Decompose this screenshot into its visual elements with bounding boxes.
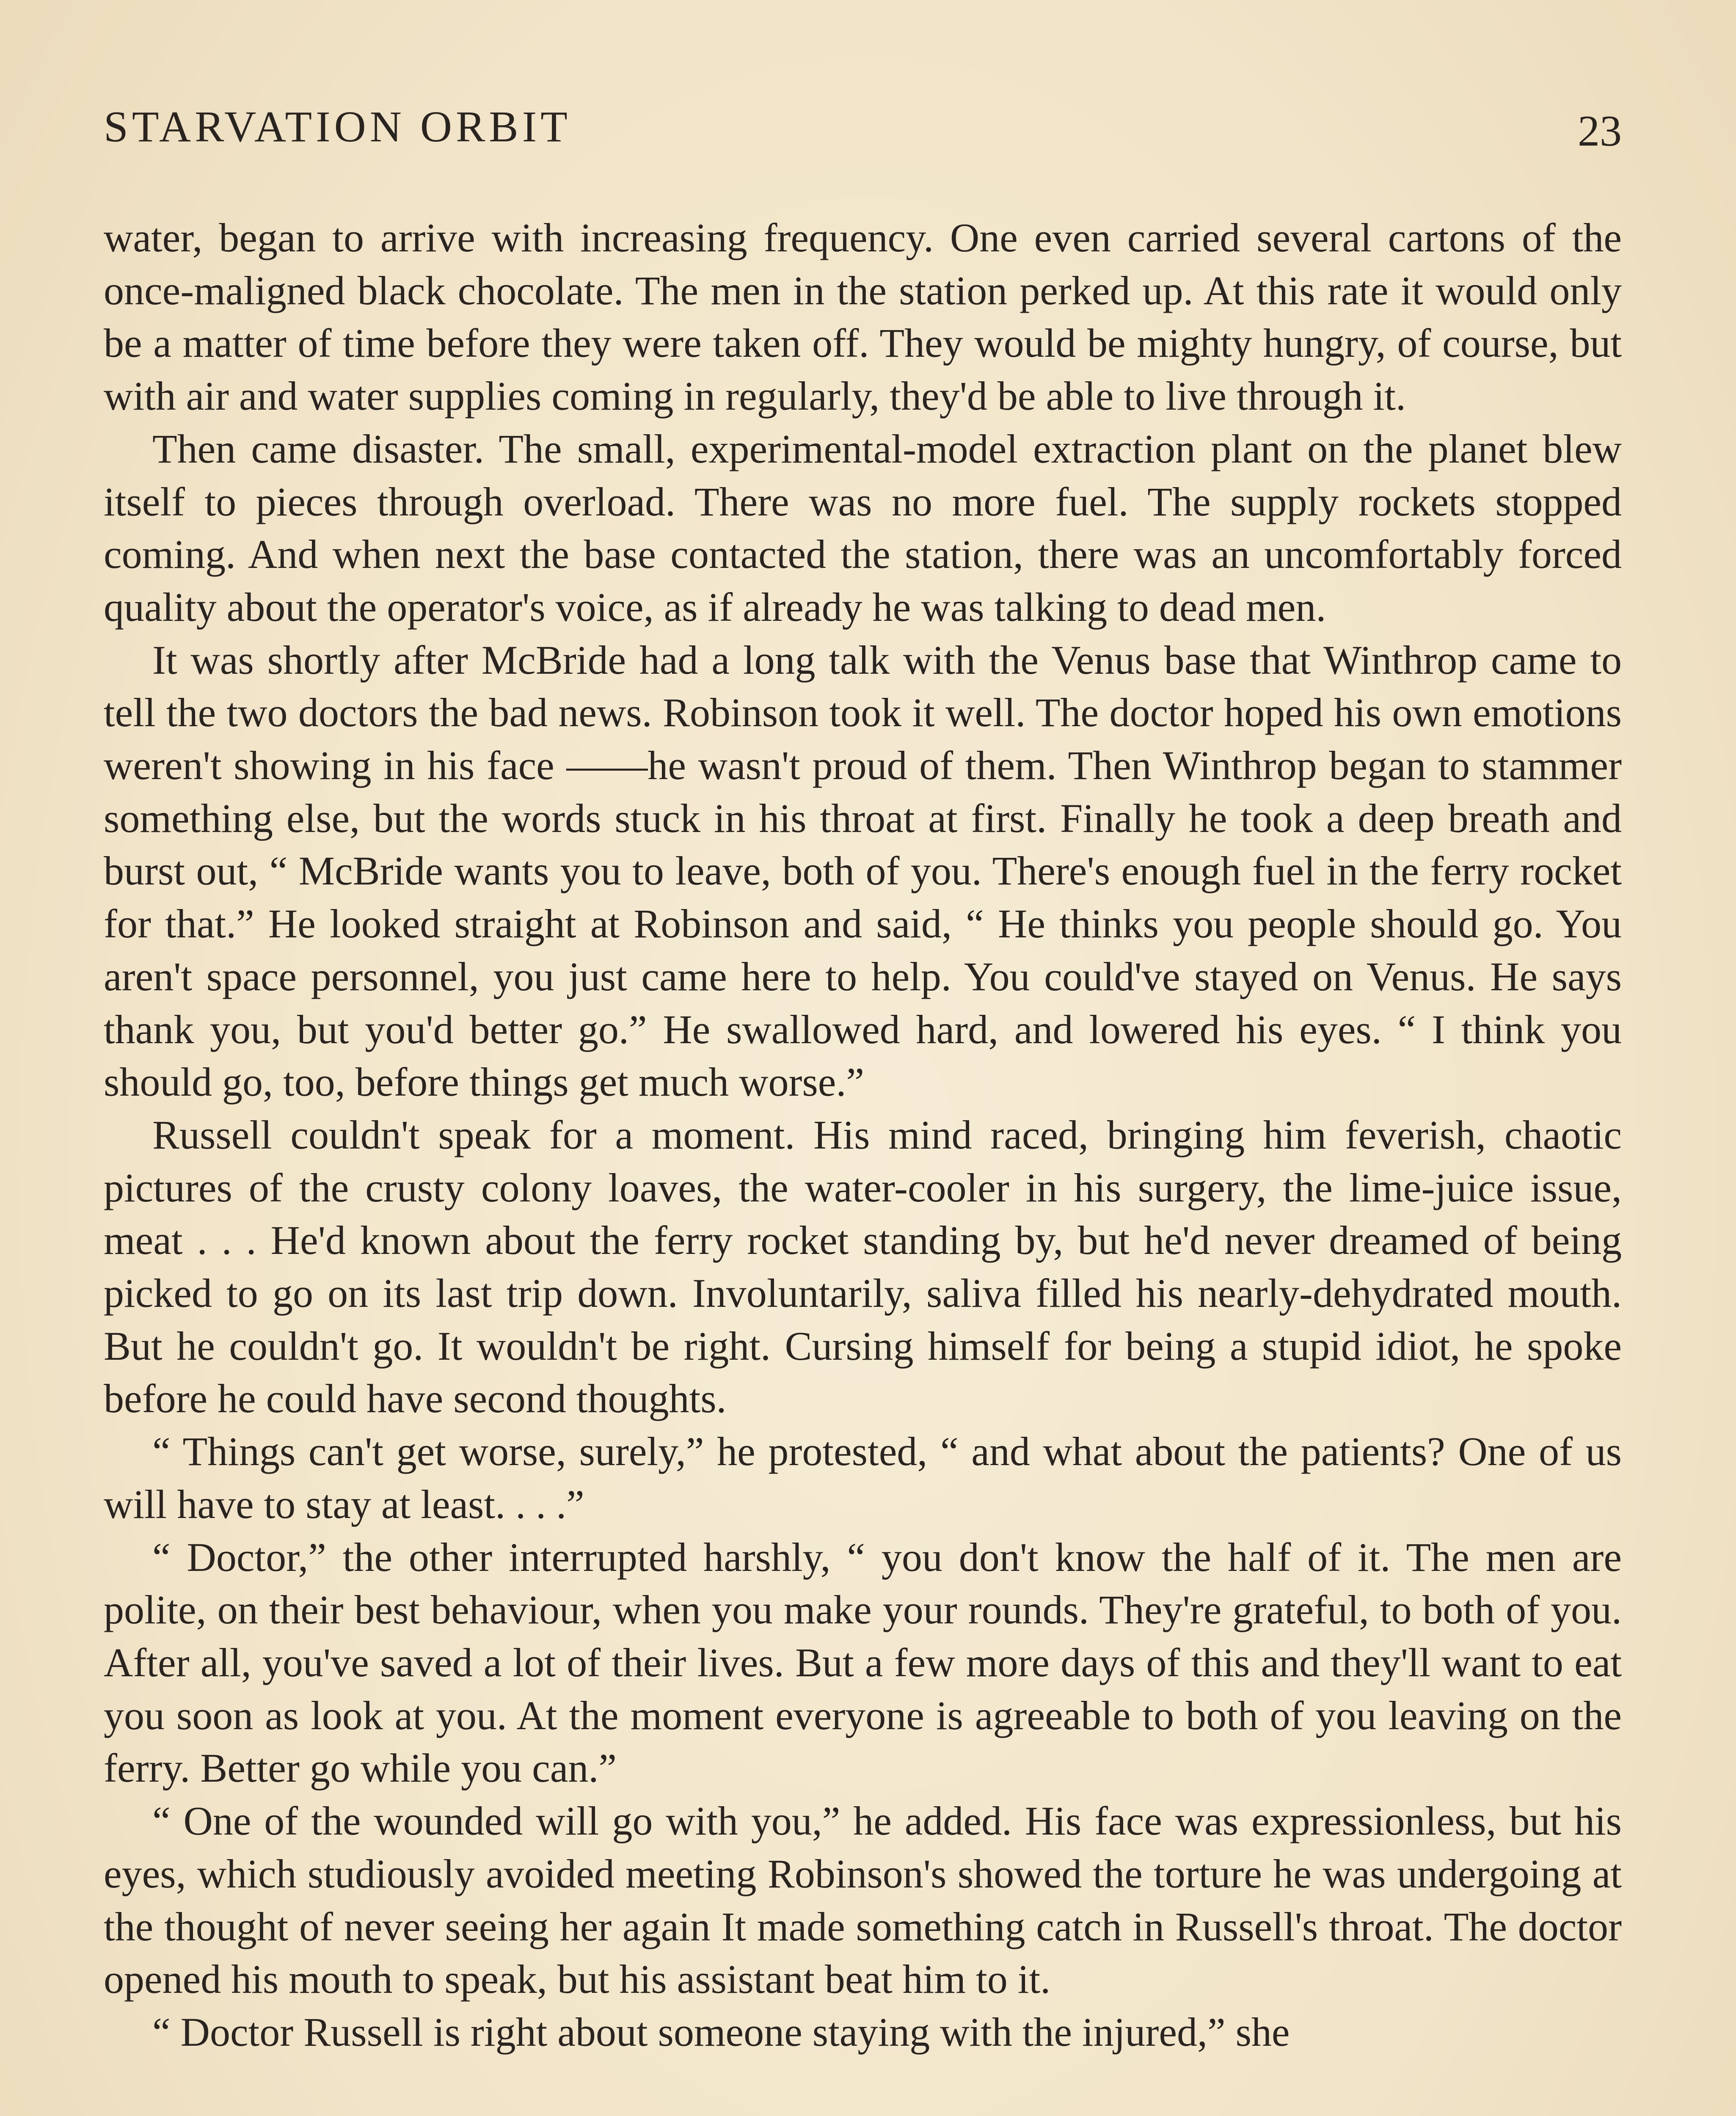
paragraph-3: It was shortly after McBride had a long talk with the Venus base that Winthrop came to tell the two doctors the bad news. Robinson took it well. The doctor hoped his own emotions weren't showing in his face ——he wasn't proud of them. Then Winthrop began to stammer something else, but the words stuck in his throat at first. Finally he took a deep breath and burst out, “ McBride wants you to leave, both of you. There's enough fuel in the ferry rocket for that.” He looked straight at Robinson and said, “ He thinks you people should go. You aren't space personnel, you just came here to help. You could've stayed on Venus. He says thank you, but you'd better go.” He swallowed hard, and lowered his eyes. “ I think you should go, too, before things get much worse.”: [104, 637, 1622, 1105]
paragraph-6: “ Doctor,” the other interrupted harshly, “ you don't know the half of it. The men are polite, on their best behaviour, when you make your rounds. They're grateful, to both of you. After all, you've saved a lot of their lives. But a few more days of this and they'll want to eat you soon as look at you. At the moment everyone is agreeable to both of you leaving on the ferry. Better go while you can.”: [104, 1534, 1622, 1791]
running-head: STARVATION ORBIT: [104, 102, 571, 151]
body-text: [104, 212, 1622, 2059]
paragraph-8: “ Doctor Russell is right about someone staying with the injured,” she: [152, 2009, 1290, 2055]
page-header: [104, 97, 1622, 157]
paragraph-2: Then came disaster. The small, experimental-model extraction plant on the planet blew itself to pieces through overload. There was no more fuel. The supply rockets stopped coming. And when next the base contacted the station, there was an uncomfortably forced quality about the operator's voice, as if already he was talking to dead men.: [104, 426, 1622, 630]
paragraph-7: “ One of the wounded will go with you,” he added. His face was expressionless, but his eyes, which studiously avoided meeting Robinson's showed the torture he was undergoing at the thought of never seeing her again It made something catch in Russell's throat. The doctor opened his mouth to speak, but his assistant beat him to it.: [104, 1798, 1622, 2002]
paragraph-4: Russell couldn't speak for a moment. His mind raced, bringing him feverish, chaotic pictures of the crusty colony loaves, the water-cooler in his surgery, the lime-juice issue, meat . . . He'd known about the ferry rocket standing by, but he'd never dreamed of being picked to go on its last trip down. Involuntarily, saliva filled his nearly-dehydrated mouth. But he couldn't go. It wouldn't be right. Cursing himself for being a stupid idiot, he spoke before he could have second thoughts.: [104, 1112, 1622, 1422]
page-number: 23: [1578, 107, 1622, 155]
paragraph-5: “ Things can't get worse, surely,” he protested, “ and what about the patients? One of us will have to stay at least. . . .”: [104, 1429, 1622, 1527]
paragraph-1: water, began to arrive with increasing frequency. One even carried several cartons of the once-maligned black chocolate. The men in the station perked up. At this rate it would only be a matter of time before they were taken off. They would be mighty hungry, of course, but with air and water supplies coming in regularly, they'd be able to live through it.: [104, 215, 1622, 419]
